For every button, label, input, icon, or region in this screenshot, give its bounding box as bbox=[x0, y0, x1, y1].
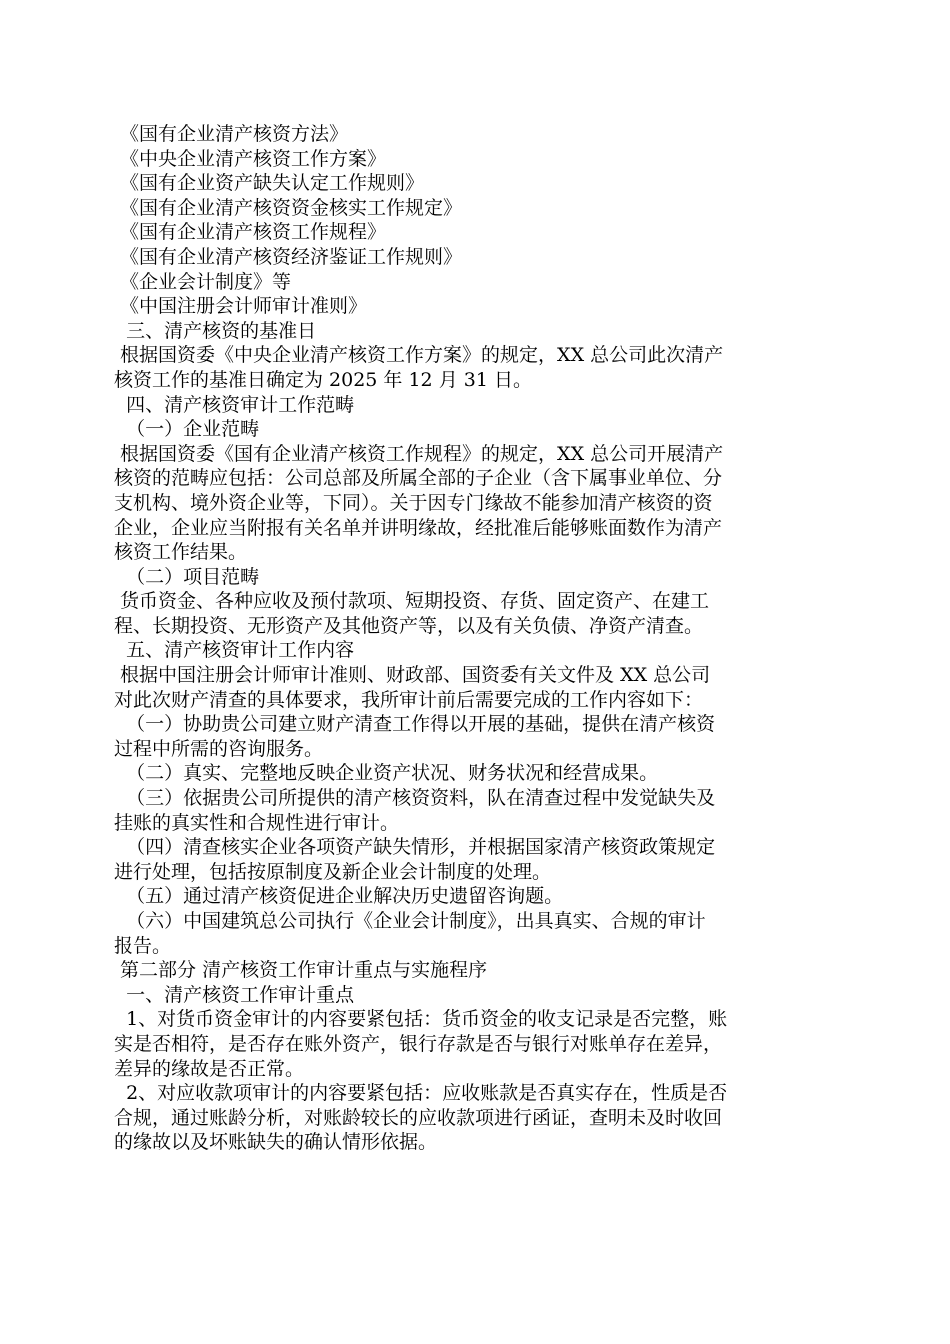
text-line: （一）协助贵公司建立财产清查工作得以开展的基础，提供在清产核资 bbox=[114, 713, 716, 736]
text-line: 《中央企业清产核资工作方案》 bbox=[114, 147, 387, 170]
text-line: 第二部分 清产核资工作审计重点与实施程序 bbox=[114, 959, 488, 982]
text-line: 报告。 bbox=[114, 934, 172, 957]
text-line: 五、清产核资审计工作内容 bbox=[114, 639, 355, 662]
text-line: 挂账的真实性和合规性进行审计。 bbox=[114, 811, 400, 834]
text-line: 四、清产核资审计工作范畴 bbox=[114, 393, 355, 416]
text-line: 1、对货币资金审计的内容要紧包括：货币资金的收支记录是否完整，账 bbox=[114, 1008, 728, 1031]
text-line: （三）依据贵公司所提供的清产核资资料，队在清查过程中发觉缺失及 bbox=[114, 787, 716, 810]
text-line: 的缘故以及坏账缺失的确认情形依据。 bbox=[114, 1131, 438, 1154]
text-line: 实是否相符，是否存在账外资产，银行存款是否与银行对账单存在差异， bbox=[114, 1032, 723, 1055]
text-line: 《国有企业清产核资经济鉴证工作规则》 bbox=[114, 245, 463, 268]
text-line: （二）项目范畴 bbox=[114, 565, 260, 588]
text-line: （二）真实、完整地反映企业资产状况、财务状况和经营成果。 bbox=[114, 762, 659, 785]
text-line: 核资的范畴应包括：公司总部及所属全部的子企业（含下属事业单位、分 bbox=[114, 467, 723, 490]
text-line: 根据国资委《中央企业清产核资工作方案》的规定，XX 总公司此次清产 bbox=[114, 344, 724, 367]
text-line: 根据国资委《国有企业清产核资工作规程》的规定，XX 总公司开展清产 bbox=[114, 442, 724, 465]
text-line: （一）企业范畴 bbox=[114, 418, 260, 441]
text-line: 三、清产核资的基准日 bbox=[114, 319, 317, 342]
text-line: 企业，企业应当附报有关名单并讲明缘故，经批准后能够账面数作为清产 bbox=[114, 516, 723, 539]
text-line: 核资工作的基准日确定为 2025 年 12 月 31 日。 bbox=[114, 368, 532, 391]
text-line: 合规，通过账龄分析，对账龄较长的应收款项进行函证，查明未及时收回 bbox=[114, 1106, 723, 1129]
text-line: 《国有企业资产缺失认定工作规则》 bbox=[114, 172, 425, 195]
text-line: 《国有企业清产核资工作规程》 bbox=[114, 221, 387, 244]
text-line: 2、对应收款项审计的内容要紧包括：应收账款是否真实存在，性质是否 bbox=[114, 1082, 728, 1105]
text-line: 《国有企业清产核资方法》 bbox=[114, 123, 349, 145]
text-line: 《国有企业清产核资资金核实工作规定》 bbox=[114, 196, 463, 219]
text-line: 程、长期投资、无形资产及其他资产等，以及有关负债、净资产清查。 bbox=[114, 614, 704, 637]
text-line: 对此次财产清查的具体要求，我所审计前后需要完成的工作内容如下： bbox=[114, 688, 704, 711]
text-line: （五）通过清产核资促进企业解决历史遗留咨询题。 bbox=[114, 885, 564, 908]
text-line: 进行处理，包括按原制度及新企业会计制度的处理。 bbox=[114, 860, 552, 883]
text-line: 货币资金、各种应收及预付款项、短期投资、存货、固定资产、在建工 bbox=[114, 590, 710, 613]
text-line: 差异的缘故是否正常。 bbox=[114, 1057, 305, 1080]
text-line: 《企业会计制度》等 bbox=[114, 270, 292, 293]
text-line: 核资工作结果。 bbox=[114, 541, 248, 564]
text-line: 一、清产核资工作审计重点 bbox=[114, 983, 355, 1006]
text-line: 过程中所需的咨询服务。 bbox=[114, 737, 324, 760]
text-line: 支机构、境外资企业等，下同）。关于因专门缘故不能参加清产核资的资 bbox=[114, 491, 713, 514]
text-line: （六）中国建筑总公司执行《企业会计制度》，出具真实、合规的审计 bbox=[114, 910, 706, 932]
document-body bbox=[114, 122, 834, 1155]
text-line: 《中国注册会计师审计准则》 bbox=[114, 295, 368, 318]
text-line: 根据中国注册会计师审计准则、财政部、国资委有关文件及 XX 总公司 bbox=[114, 664, 711, 687]
text-line: （四）清查核实企业各项资产缺失情形，并根据国家清产核资政策规定 bbox=[114, 836, 716, 859]
